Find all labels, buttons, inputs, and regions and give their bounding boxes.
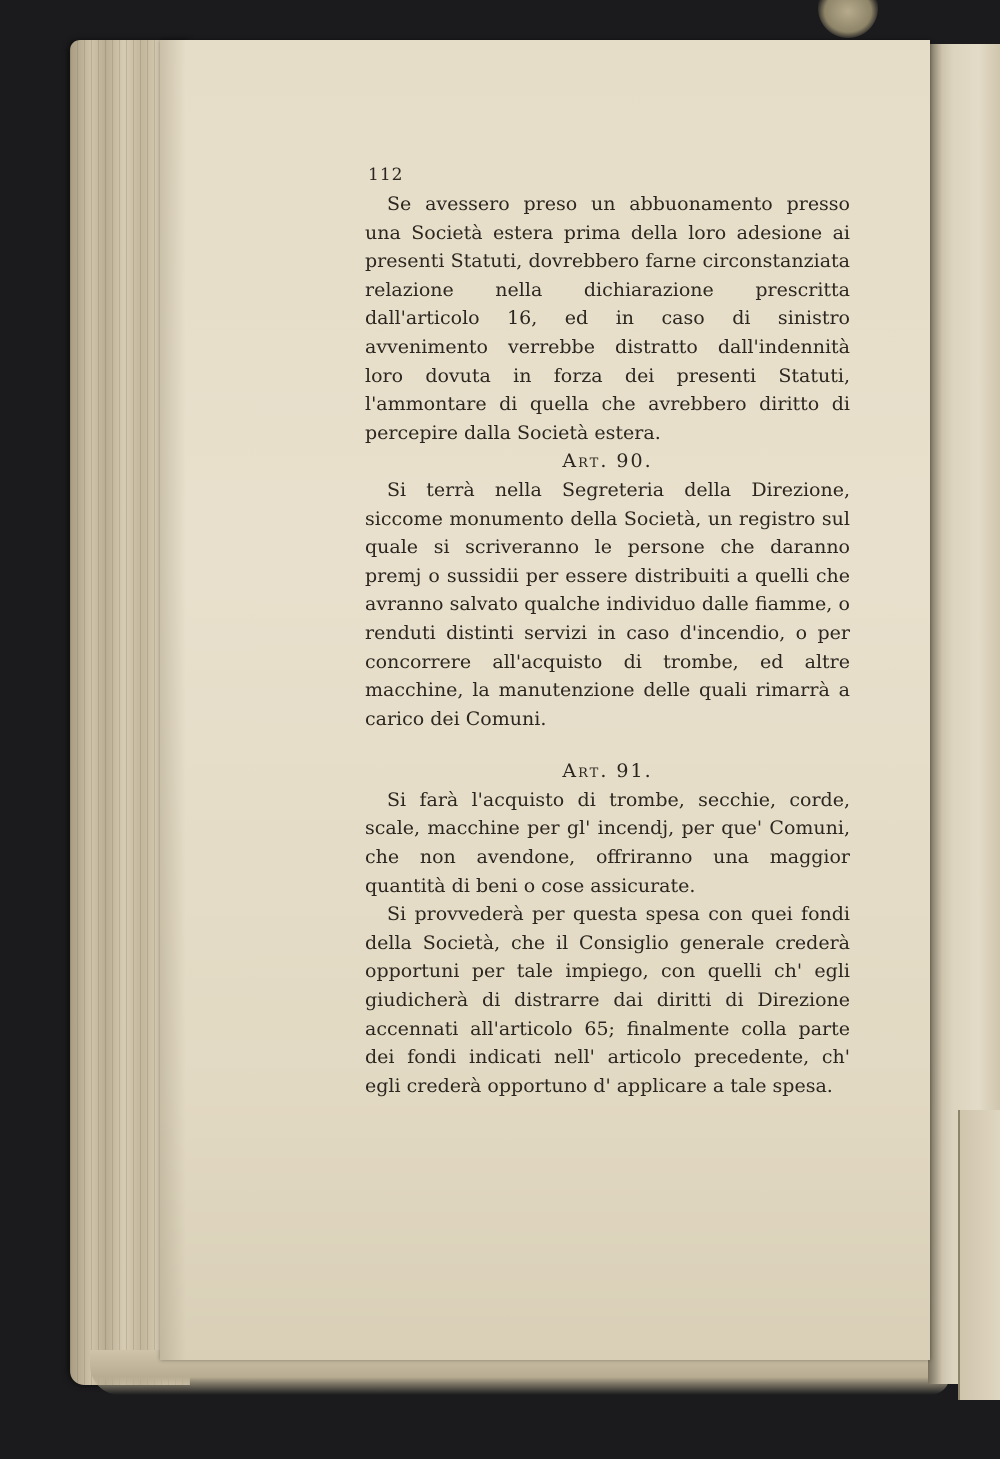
paragraph-89-continuation: Se avessero preso un abbuonamento presso una Società estera prima della loro adesione ai presenti Statuti, dovrebbero farne circonstanziata relazione nella dichiarazione prescritta dall'articolo 16, ed in caso di sinistro avvenimento verrebbe distratto dall'indennità loro dovuta in forza dei presenti Statuti, l'ammontare di quella che avrebbero diritto di percepire dalla Società estera. <box>365 193 850 444</box>
paragraph-article-91-b: Si provvederà per questa spesa con quei fondi della Società, che il Consiglio generale crederà opportuni per tale impiego, con quelli ch' egli giudicherà di distrarre dai diritti di Direzione accennati all'articolo 65; finalmente colla parte dei fondi indicati nell' articolo precedente, ch' egli crederà opportuno d' applicare a tale spesa. <box>365 903 850 1097</box>
spacer <box>365 733 850 757</box>
paragraph-article-90: Si terrà nella Segreteria della Direzione, siccome monumento della Società, un registro sul quale si scriveranno le persone che daranno premj o sussidii per essere distribuiti a quelli che avranno salvato qualche individuo dalle fiamme, o renduti distinti servizi in caso d'incendio, o per concorrere all'acquisto di trombe, ed altre macchine, la manutenzione delle quali rimarrà a carico dei Comuni. <box>365 478 850 730</box>
article-heading-90: Art. 90. <box>562 450 653 473</box>
paragraph-article-91-a: Si farà l'acquisto di trombe, secchie, corde, scale, macchine per gl' incendj, per que' Comuni, che non avendone, offriranno una maggior quantità di beni o cose assicurate. <box>365 788 850 897</box>
binding-string <box>818 0 878 38</box>
folio-number: 112 <box>368 165 404 185</box>
page-text <box>365 160 850 1100</box>
facing-page-tab <box>958 1110 1000 1400</box>
article-heading-91: Art. 91. <box>562 760 653 783</box>
